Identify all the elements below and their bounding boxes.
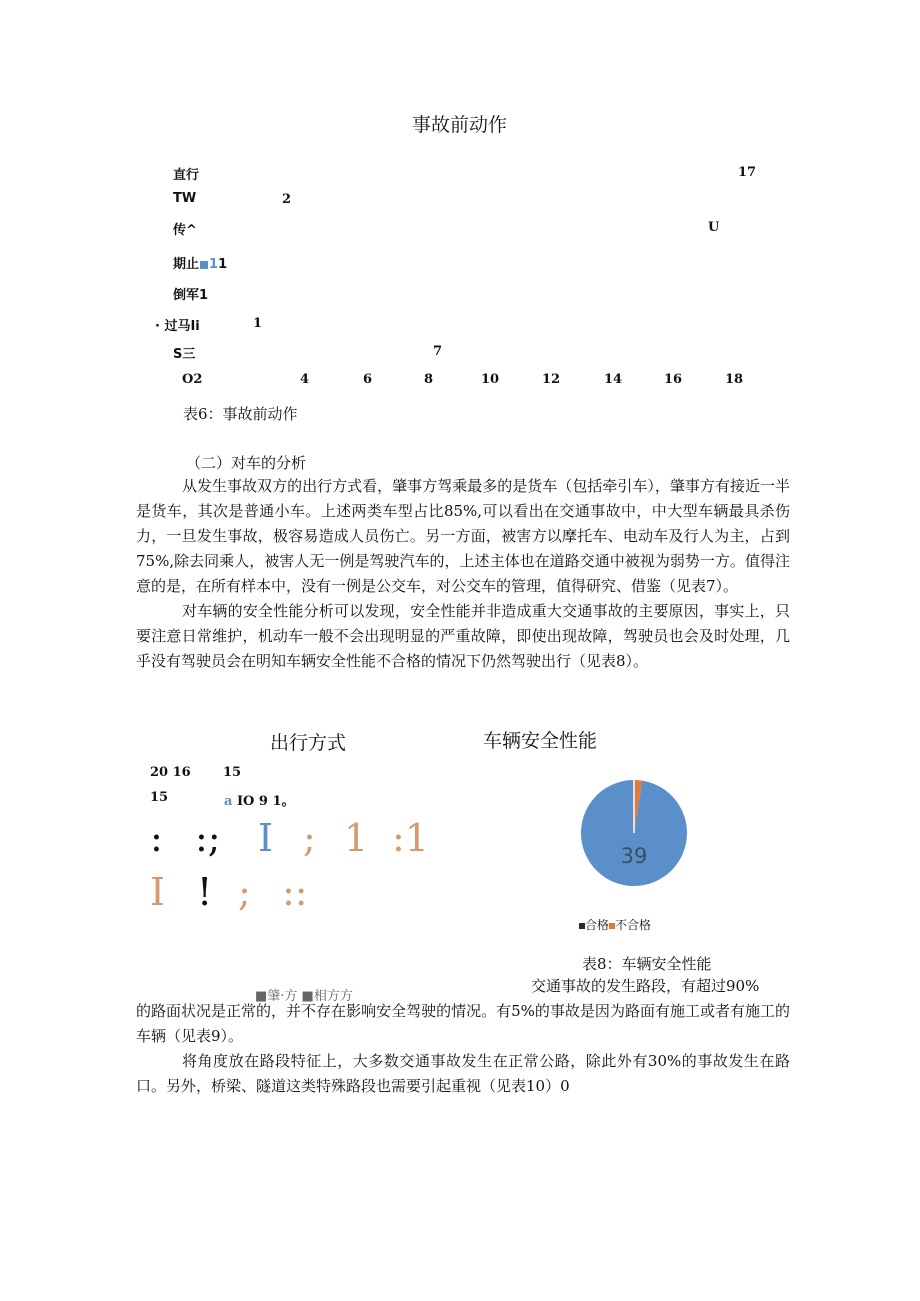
data-label-prefix: a — [224, 794, 233, 809]
x-tick-label: 10 — [481, 372, 500, 387]
data-label: 15 — [150, 790, 169, 805]
x-tick-label: 18 — [725, 372, 744, 387]
row-value: 17 — [738, 165, 757, 180]
body-text-lower — [136, 999, 790, 1099]
glyph-mark: :1 — [392, 816, 429, 860]
data-label: 15 — [223, 765, 242, 780]
table-caption: 表8：车辆安全性能 — [582, 955, 712, 973]
row-value: 7 — [433, 344, 443, 359]
glyph-mark: 1 — [344, 816, 369, 860]
paragraph: 从发生事故双方的出行方式看，肇事方驾乘最多的是货车（包括牵引车），肇事方有接近一半是货车，其次是普通小车。上述两类车型占比85%,可以看出在交通事故中，中大型车辆最具杀伤力，一旦发生事故，极容易造成人员伤亡。另一方面，被害方以摩托车、电动车及行人为主，占到75%,除去同乘人，被害人无一例是驾驶汽车的，上述主体也在道路交通中被视为弱势一方。值得注意的是，在所有样本中，没有一例是公交车，对公交车的管理，值得研究、借鉴（见表7）。 — [136, 477, 790, 595]
x-tick-label: 12 — [542, 372, 561, 387]
chart-legend — [579, 918, 652, 932]
glyph-mark: : — [150, 816, 163, 860]
table-caption: 表6：事故前动作 — [183, 405, 298, 423]
glyph-mark: I — [258, 816, 274, 860]
glyph-mark: :: — [282, 870, 308, 914]
legend-label-pass: 合格 — [585, 918, 610, 932]
paragraph: 将角度放在路段特征上，大多数交通事故发生在正常公路，除此外有30%的事故发生在路口。另外，桥梁、隧道这类特殊路段也需要引起重视（见表10）0 — [136, 1052, 790, 1095]
row-label: · 过马Ii — [155, 319, 200, 334]
data-label — [224, 790, 295, 809]
row-value-extra: 1 — [218, 257, 228, 272]
row-value: U — [708, 220, 720, 235]
x-tick-label: 8 — [424, 372, 434, 387]
chart-title-travel: 出行方式 — [270, 732, 347, 754]
body-text — [136, 474, 790, 674]
row-label: 倒军1 — [173, 288, 209, 303]
row-label: S三 — [173, 347, 196, 362]
chart-title-actions: 事故前动作 — [412, 114, 508, 136]
x-tick-label: O2 — [182, 372, 203, 387]
glyph-mark: ; — [238, 870, 251, 914]
chart-title-safety: 车辆安全性能 — [483, 730, 598, 752]
glyph-mark: ; — [303, 816, 316, 860]
row-label-text: 期止 — [173, 257, 200, 272]
bar-mark — [200, 261, 208, 269]
pie-data-label: 39 — [620, 844, 648, 868]
row-label — [173, 253, 227, 272]
glyph-mark: I — [150, 870, 166, 914]
x-tick-label: 6 — [363, 372, 373, 387]
paragraph: 的路面状况是正常的，并不存在影响安全驾驶的情况。有5%的事故是因为路面有施工或者有施工的车辆（见表9）。 — [136, 1002, 790, 1045]
x-tick-label: 4 — [300, 372, 310, 387]
data-label-text: IO 9 1。 — [232, 794, 295, 809]
chart-legend-cropped: ■肇·方 ■相方方 — [255, 989, 353, 1004]
row-label: 传^ — [173, 223, 197, 238]
row-label: TW — [173, 191, 197, 206]
row-value: 1 — [253, 316, 263, 331]
paragraph-lead: 交通事故的发生路段，有超过90% — [531, 977, 760, 995]
row-value: 2 — [282, 192, 292, 207]
glyph-mark: ! — [197, 870, 213, 914]
legend-label-fail: 不合格 — [615, 918, 652, 932]
x-tick-label: 16 — [664, 372, 683, 387]
paragraph: 对车辆的安全性能分析可以发现，安全性能并非造成重大交通事故的主要原因，事实上，只要注意日常维护，机动车一般不会出现明显的严重故障，即使出现故障，驾驶员也会及时处理，几乎没有驾驶员会在明知车辆安全性能不合格的情况下仍然驾驶出行（见表8）。 — [136, 602, 790, 670]
pie-chart — [579, 778, 689, 888]
glyph-mark: :; — [195, 816, 221, 860]
row-value: 1 — [209, 257, 219, 272]
row-label: 直行 — [173, 168, 200, 183]
x-tick-label: 14 — [604, 372, 623, 387]
section-heading: （二）对车的分析 — [186, 454, 307, 472]
data-label: 20 16 — [150, 765, 191, 780]
